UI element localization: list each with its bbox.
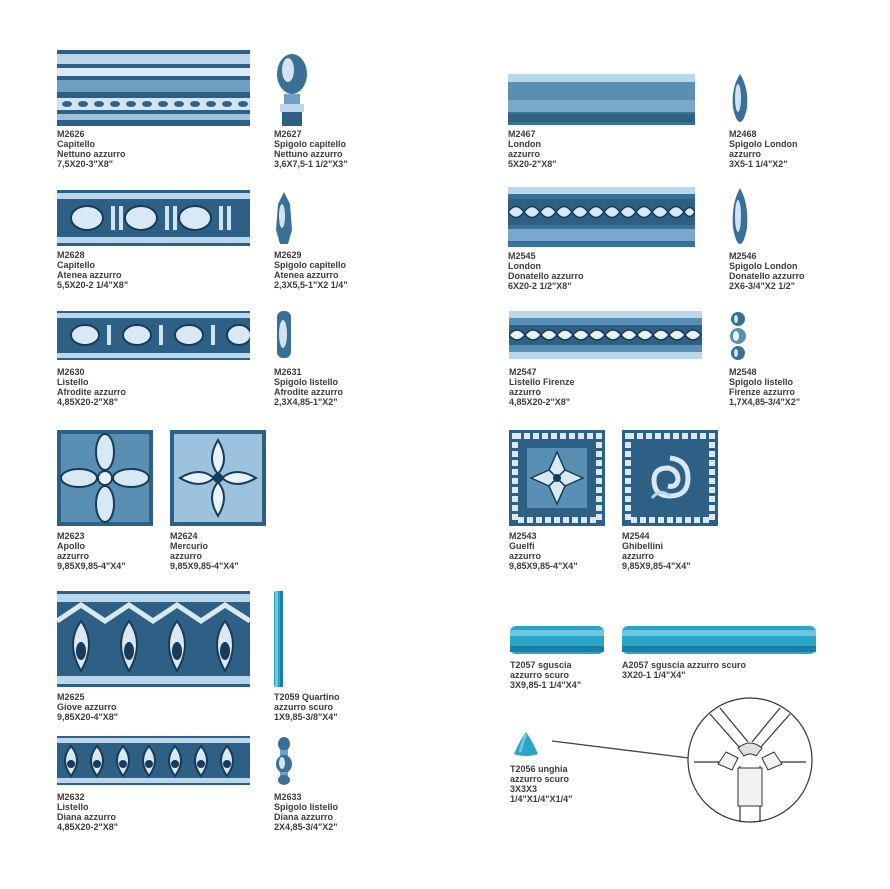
caption-m2544: M2544 Ghibellini azzurro 9,85X9,85-4"X4" — [622, 531, 691, 571]
caption-m2543: M2543 Guelfi azzurro 9,85X9,85-4"X4" — [509, 531, 578, 571]
caption-m2627: M2627 Spigolo capitello Nettuno azzurro 3,6X7,5-1 1/2"X3" — [274, 129, 348, 169]
product-code: M2629 — [274, 250, 302, 260]
tile-t2057-image[interactable] — [510, 626, 604, 654]
product-code: M2623 — [57, 531, 85, 541]
product-code: M2627 — [274, 129, 302, 139]
tile-m2633-image[interactable] — [274, 736, 294, 785]
caption-m2468: M2468 Spigolo London azzurro 3X5-1 1/4"X2" — [729, 129, 798, 169]
product-code: T2059 Quartino — [274, 692, 340, 702]
caption-m2623: M2623 Apollo azzurro 9,85X9,85-4"X4" — [57, 531, 126, 571]
caption-a2057: A2057 sguscia azzurro scuro 3X20-1 1/4"X4" — [622, 660, 747, 680]
product-code: M2548 — [729, 367, 757, 377]
tile-a2057-image[interactable] — [622, 626, 816, 654]
tile-m2627-image[interactable] — [274, 50, 310, 126]
product-code: M2631 — [274, 367, 302, 377]
product-code: A2057 sguscia azzurro scuro — [622, 660, 747, 670]
product-code: M2624 — [170, 531, 198, 541]
product-code: T2057 sguscia — [510, 660, 572, 670]
tile-m2623-image[interactable] — [57, 430, 153, 526]
tile-t2059-image[interactable] — [274, 591, 283, 687]
product-code: M2626 — [57, 129, 85, 139]
caption-m2632: M2632 Listello Diana azzurro 4,85X20-2"X8" — [57, 792, 119, 832]
tile-m2624-image[interactable] — [170, 430, 266, 526]
caption-m2625: M2625 Giove azzurro 9,85X20-4"X8" — [57, 692, 119, 722]
caption-m2633: M2633 Spigolo listello Diana azzurro 2X4,85-3/4"X2" — [274, 792, 339, 832]
caption-m2628: M2628 Capitello Atenea azzurro 5,5X20-2 1/4"X8" — [57, 250, 129, 290]
caption-m2467: M2467 London azzurro 5X20-2"X8" — [508, 129, 557, 169]
product-code: M2633 — [274, 792, 302, 802]
caption-m2546: M2546 Spigolo London Donatello azzurro 2X6-3/4"X2 1/2" — [729, 251, 805, 291]
product-code: M2543 — [509, 531, 537, 541]
product-code: T2056 unghia — [510, 764, 568, 774]
caption-m2624: M2624 Mercurio azzurro 9,85X9,85-4"X4" — [170, 531, 239, 571]
tile-m2545-image[interactable] — [508, 187, 695, 247]
tile-m2629-image[interactable] — [274, 190, 294, 246]
caption-m2629: M2629 Spigolo capitello Atenea azzurro 2,3X5,5-1"X2 1/4" — [274, 250, 348, 290]
tile-m2544-image[interactable] — [622, 430, 718, 526]
tile-m2626-image[interactable] — [57, 50, 250, 126]
product-code: M2468 — [729, 129, 757, 139]
product-code: M2545 — [508, 251, 536, 261]
caption-t2056: T2056 unghia azzurro scuro 3X3X3 1/4"X1/4"X1/4" — [510, 764, 573, 804]
tile-m2467-image[interactable] — [508, 74, 695, 125]
tile-m2630-image[interactable] — [57, 311, 250, 360]
tile-m2548-image[interactable] — [729, 311, 747, 361]
tile-m2547-image[interactable] — [509, 311, 702, 359]
tile-m2468-image[interactable] — [729, 72, 751, 124]
product-code: M2467 — [508, 129, 536, 139]
product-code: M2547 — [509, 367, 537, 377]
caption-t2057: T2057 sguscia azzurro scuro 3X9,85-1 1/4"X4" — [510, 660, 582, 690]
product-code: M2632 — [57, 792, 85, 802]
caption-m2631: M2631 Spigolo listello Afrodite azzurro 2,3X4,85-1"X2" — [274, 367, 344, 407]
caption-m2626: M2626 Capitello Nettuno azzurro 7,5X20-3"X8" — [57, 129, 126, 169]
tile-m2546-image[interactable] — [729, 186, 751, 246]
product-code: M2628 — [57, 250, 85, 260]
corner-detail-diagram — [686, 696, 814, 824]
tile-m2628-image[interactable] — [57, 190, 250, 246]
tile-m2632-image[interactable] — [57, 736, 250, 785]
caption-m2548: M2548 Spigolo listello Firenze azzurro 1,7X4,85-3/4"X2" — [729, 367, 801, 407]
tile-m2543-image[interactable] — [509, 430, 605, 526]
product-code: M2625 — [57, 692, 85, 702]
product-code: M2546 — [729, 251, 757, 261]
product-code: M2544 — [622, 531, 650, 541]
tile-m2625-image[interactable] — [57, 591, 250, 687]
caption-m2545: M2545 London Donatello azzurro 6X20-2 1/2"X8" — [508, 251, 584, 291]
caption-t2059: T2059 Quartino azzurro scuro 1X9,85-3/8"X4" — [274, 692, 340, 722]
caption-m2547: M2547 Listello Firenze azzurro 4,85X20-2"X8" — [509, 367, 575, 407]
tile-t2056-image[interactable] — [512, 730, 540, 758]
product-code: M2630 — [57, 367, 85, 377]
caption-m2630: M2630 Listello Afrodite azzurro 4,85X20-2"X8" — [57, 367, 127, 407]
tile-m2631-image[interactable] — [274, 309, 294, 360]
